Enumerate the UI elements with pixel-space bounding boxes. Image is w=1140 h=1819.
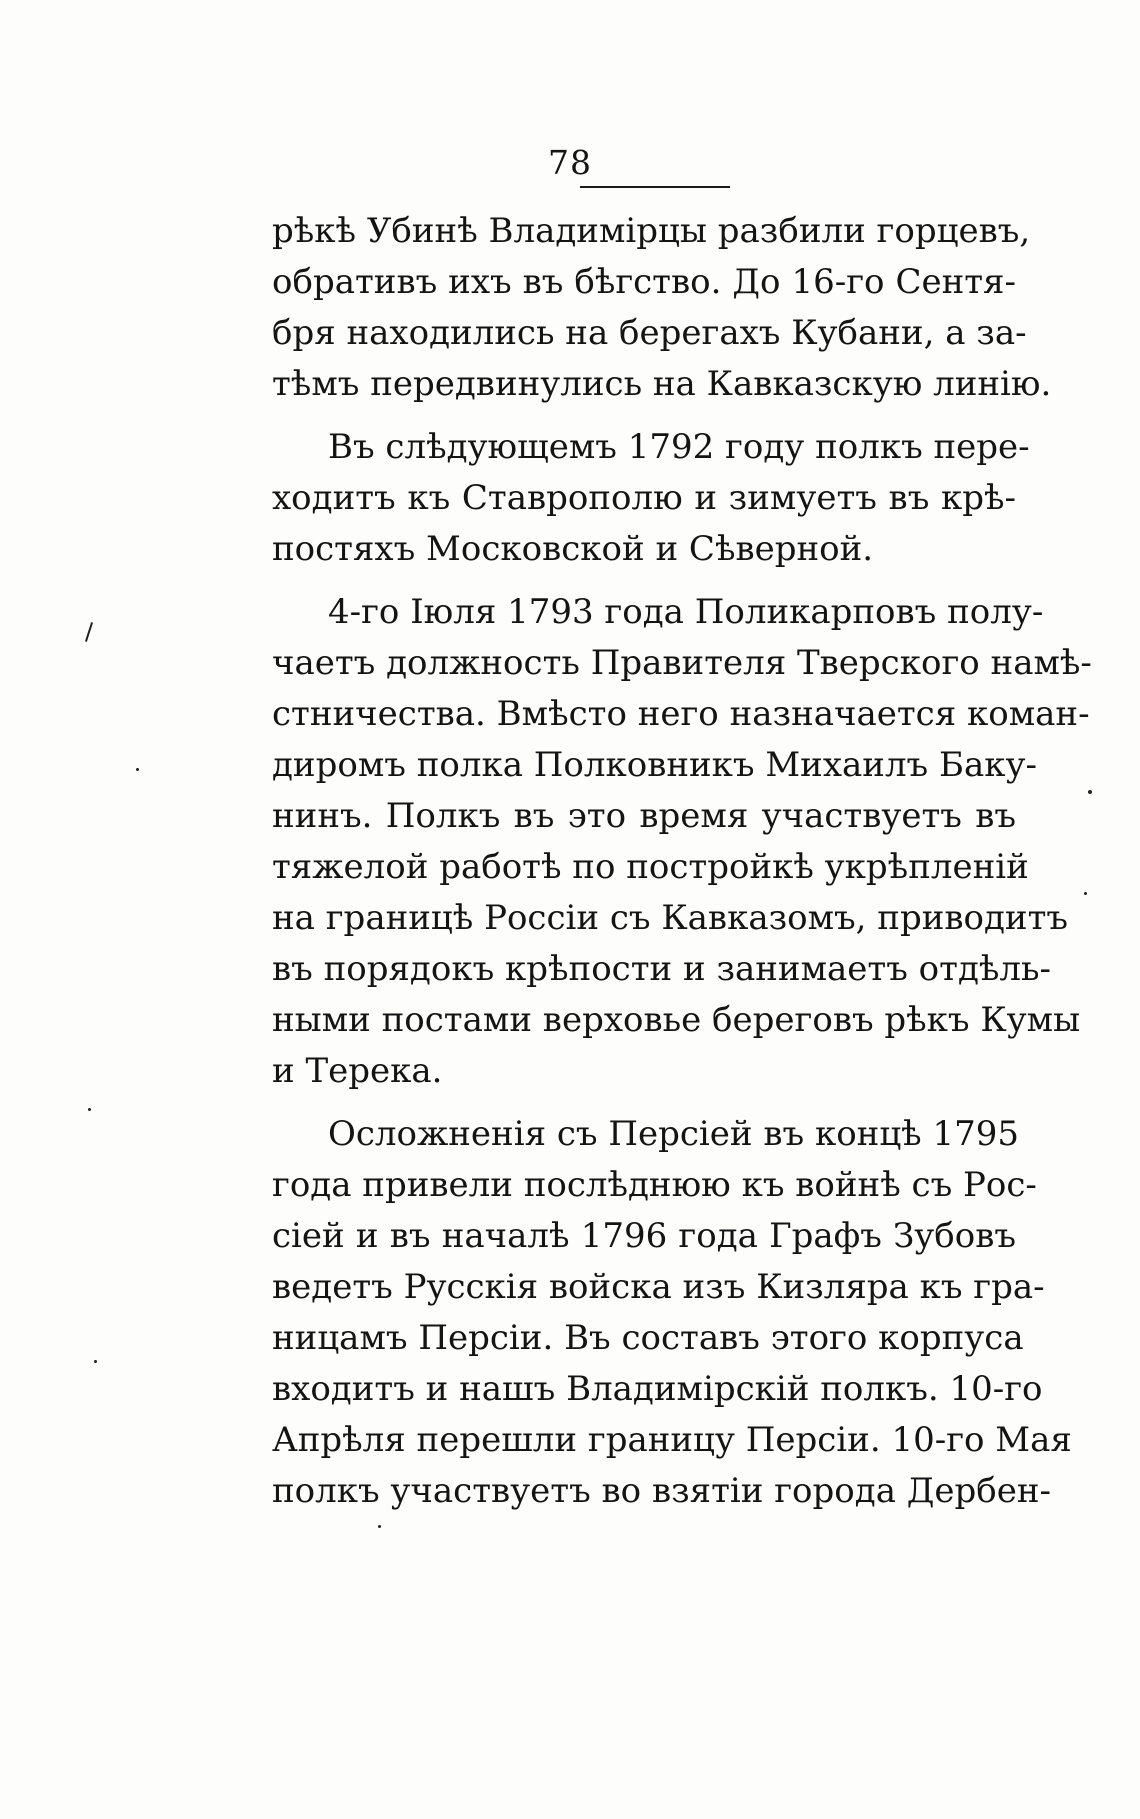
scan-artifact-speck [378, 1525, 381, 1528]
scan-artifact-mark [85, 622, 93, 642]
text-line: Осложненія съ Персіей въ концѣ 1795 [328, 1114, 1020, 1154]
text-line: сіей и въ началѣ 1796 года Графъ Зубовъ [272, 1216, 1016, 1256]
paragraph-gap [272, 1097, 1016, 1109]
text-line: ведетъ Русскія войска изъ Кизляра къ гра- [272, 1267, 1045, 1307]
paragraph-gap [272, 410, 1016, 422]
scan-artifact-speck [136, 768, 139, 771]
text-line: диромъ полка Полковникъ Михаилъ Баку- [272, 745, 1037, 785]
text-line: ходитъ къ Ставрополю и зимуетъ въ крѣ- [272, 478, 1016, 518]
scan-artifact-speck [88, 1108, 91, 1111]
text-line: постяхъ Московской и Сѣверной. [272, 529, 874, 569]
text-line: ницамъ Персіи. Въ составъ этого корпуса [272, 1318, 1024, 1358]
text-line: полкъ участвуетъ во взятіи города Дербен- [272, 1471, 1052, 1511]
text-line: нинъ. Полкъ въ это время участвуетъ въ [272, 796, 1016, 836]
text-line: тѣмъ передвинулись на Кавказскую линію. [272, 364, 1052, 404]
page-number: 78 [548, 143, 592, 182]
scan-artifact-speck [94, 1360, 97, 1363]
text-line: входитъ и нашъ Владимірскій полкъ. 10-го [272, 1369, 1043, 1409]
text-line: тяжелой работѣ по постройкѣ укрѣпленій [272, 847, 1029, 887]
text-line: ными постами верховье береговъ рѣкъ Кумы [272, 1000, 1081, 1040]
text-line: 4-го Іюля 1793 года Поликарповъ полу- [328, 592, 1044, 632]
text-line: въ порядокъ крѣпости и занимаетъ отдѣль- [272, 949, 1051, 989]
body-text [272, 206, 1092, 1517]
text-line: Въ слѣдующемъ 1792 году полкъ пере- [328, 427, 1030, 467]
text-line: Апрѣля перешли границу Персіи. 10-го Мая [272, 1420, 1072, 1460]
text-line: стничества. Вмѣсто него назначается коман- [272, 694, 1090, 734]
text-line: бря находились на берегахъ Кубани, а за- [272, 313, 1027, 353]
text-line: на границѣ Россіи съ Кавказомъ, приводитъ [272, 898, 1069, 938]
page-number-rule [580, 186, 730, 188]
text-line: обративъ ихъ въ бѣгство. До 16-го Сентя- [272, 262, 1016, 302]
text-line: и Терека. [272, 1051, 443, 1091]
paragraph-gap [272, 575, 1016, 587]
scan-artifact-speck [1084, 892, 1087, 895]
text-line: чаетъ должность Правителя Тверского намѣ- [272, 643, 1092, 683]
text-line: рѣкѣ Убинѣ Владимірцы разбили горцевъ, [272, 211, 1031, 251]
text-line: года привели послѣднюю къ войнѣ съ Рос- [272, 1165, 1037, 1205]
scan-artifact-speck [1088, 790, 1092, 794]
